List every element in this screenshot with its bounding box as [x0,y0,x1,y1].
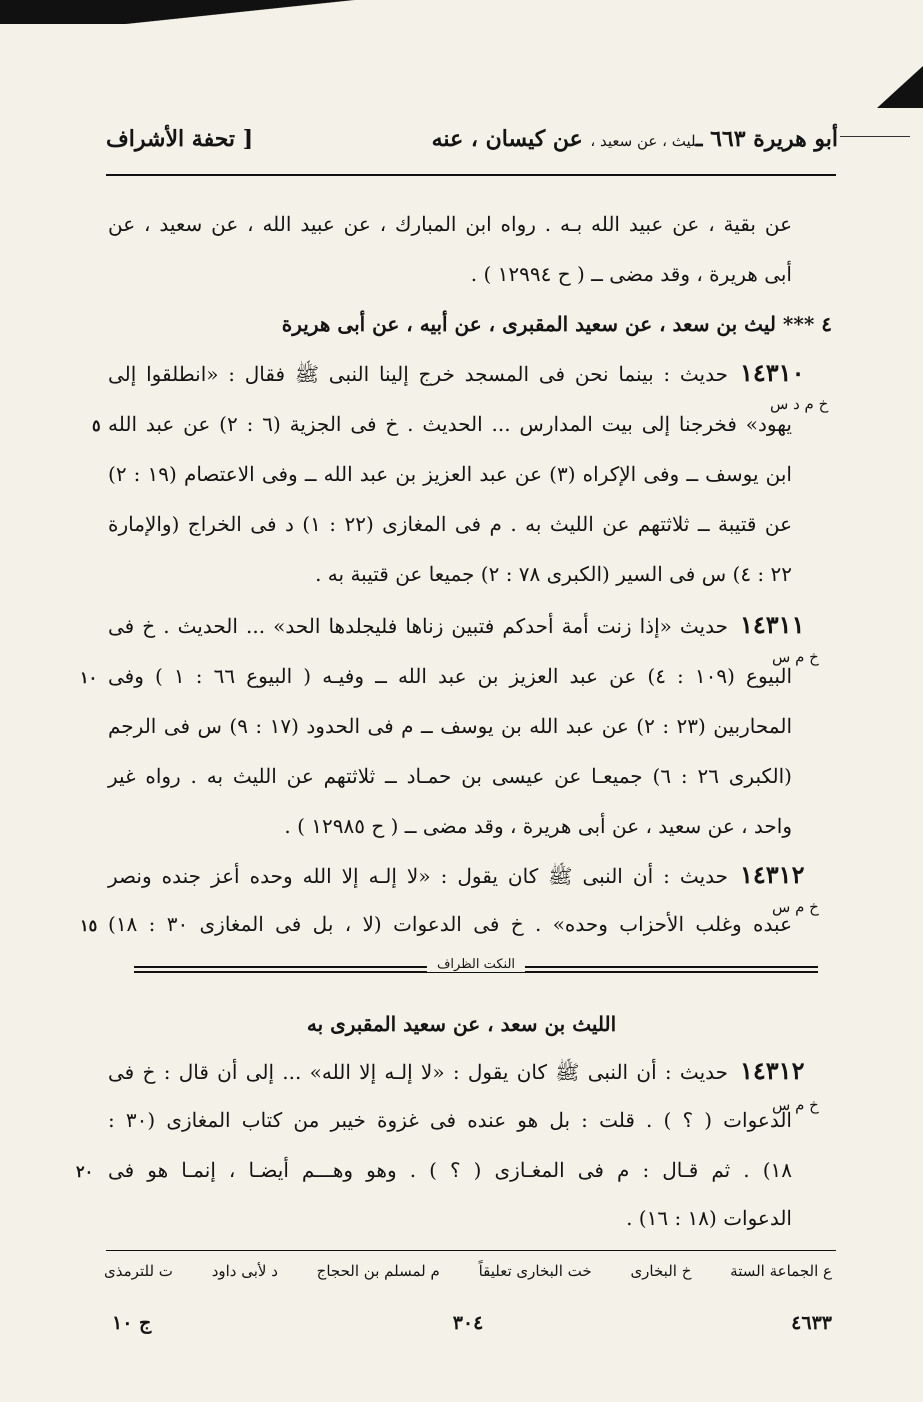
abbreviation-item: ع الجماعة الستة [730,1262,832,1280]
line-number: ١٠ [80,668,98,687]
text-line: عن بقية ، عن عبيد الله بـه . رواه ابن المبارك ، عن عبيد الله ، عن سعيد ، عن [108,212,792,236]
abbreviation-item: د لأبى داود [211,1262,278,1280]
scan-corner-mark [877,66,923,108]
text-line: (الكبرى ٢٦ : ٦) جميعـا عن عيسى بن حمـاد ــ ثلاثتهم عن الليث به . رواه غير [108,764,792,788]
page-number: ٣٠٤ [452,1312,484,1334]
entry-number: ٤٦٣٣ [791,1312,832,1334]
abbreviation-key [104,1262,832,1292]
text-line: حديث : أن النبى ﷺ كان يقول : «لا إلـه إلا الله» ... إلى أن قال : خ فى [108,1060,728,1084]
line-number: ٥ [92,416,101,435]
hadith-siglum: خ م س [772,1096,819,1114]
header-rule [106,174,836,176]
header-dash [840,136,910,137]
abbreviation-item: خت البخارى تعليقاً [478,1262,592,1280]
abbreviation-item: م لمسلم بن الحجاج [316,1262,440,1280]
text-line: البيوع (١٠٩ : ٤) عن عبد العزيز بن عبد الله ــ وفيـه ( البيوع ٦٦ : ١ ) وفى [108,664,793,688]
hadith-number: ١٤٣١٠ [740,358,805,387]
hadith-number: ١٤٣١١ [740,610,805,639]
text-line: أبى هريرة ، وقد مضى ــ ( ح ١٢٩٩٤ ) . [470,262,792,286]
abbreviation-item: خ البخارى [630,1262,692,1280]
text-line: حديث : أن النبى ﷺ كان يقول : «لا إلـه إلا الله وحده أعز جنده ونصر [108,864,728,888]
chain-heading: ٤ *** ليث بن سعد ، عن سعيد المقبرى ، عن أبيه ، عن أبى هريرة [281,312,832,336]
text-line: حديث : بينما نحن فى المسجد خرج إلينا النبى ﷺ فقال : «انطلقوا إلى [108,362,728,386]
line-number: ٢٠ [76,1162,94,1181]
volume-number: ج ١٠ [112,1312,152,1334]
text-line: ١٨) . ثم قـال : م فى المغـازى ( ؟ ) . وهو وهـــم أيضـا ، إنمـا هو فى [108,1158,792,1182]
text-line: يهود» فخرجنا إلى بيت المدارس ... الحديث . خ فى الجزية (٦ : ٢) عن عبد الله [108,412,792,436]
text-line: الدعوات ( ؟ ) . قلت : بل هو عنده فى غزوة خيبر من كتاب المغازى (٣٠ : [108,1108,792,1132]
abbreviation-item: ت للترمذى [104,1262,173,1280]
page-footer [104,1312,832,1342]
text-line: المحاربين (٢٣ : ٢) عن عبد الله بن يوسف ــ م فى الحدود (١٧ : ٩) س فى الرجم [108,714,793,738]
text-line: الدعوات (١٨ : ١٦) . [626,1206,792,1230]
hadith-number: ١٤٣١٢ [740,1056,805,1085]
text-line: واحد ، عن سعيد ، عن أبى هريرة ، وقد مضى ــ ( ح ١٢٩٨٥ ) . [284,814,792,838]
scan-edge-mark [0,0,410,24]
text-line: عبده وغلب الأحزاب وحده» . خ فى الدعوات (لا ، بل فى المغازى ٣٠ : ١٨) [108,912,792,936]
text-line: حديث «إذا زنت أمة أحدكم فتبين زناها فليجلدها الحد» ... الحديث . خ فى [108,614,728,638]
text-line: ابن يوسف ــ وفى الإكراه (٣) عن عبد العزيز بن عبد الله ــ وفى الاعتصام (١٩ : ٢) [108,462,792,486]
line-number: ١٥ [80,916,98,935]
section-title: الليث بن سعد ، عن سعيد المقبرى به [306,1012,617,1036]
text-line: ٢٢ : ٤) س فى السير (الكبرى ٧٨ : ٢) جميعا عن قتيبة به . [315,562,792,586]
footer-rule [106,1250,836,1251]
hadith-siglum: خ م د س [770,395,829,413]
hadith-siglum: خ م س [772,898,819,916]
hadith-siglum: خ م س [772,648,819,666]
hadith-number: ١٤٣١٢ [740,860,805,889]
header-right: أبو هريرة ٦٦٣ ـليث ، عن سعيد ، عن كيسان ، عنه [431,126,838,152]
header-left: [ تحفة الأشراف [106,126,254,152]
running-header [100,126,838,162]
divider-label: النكت الظراف [427,957,525,972]
section-divider [134,957,818,984]
text-line: عن قتيبة ــ ثلاثتهم عن الليث به . م فى المغازى (٢٢ : ١) د فى الخراج (والإمارة [108,512,792,536]
